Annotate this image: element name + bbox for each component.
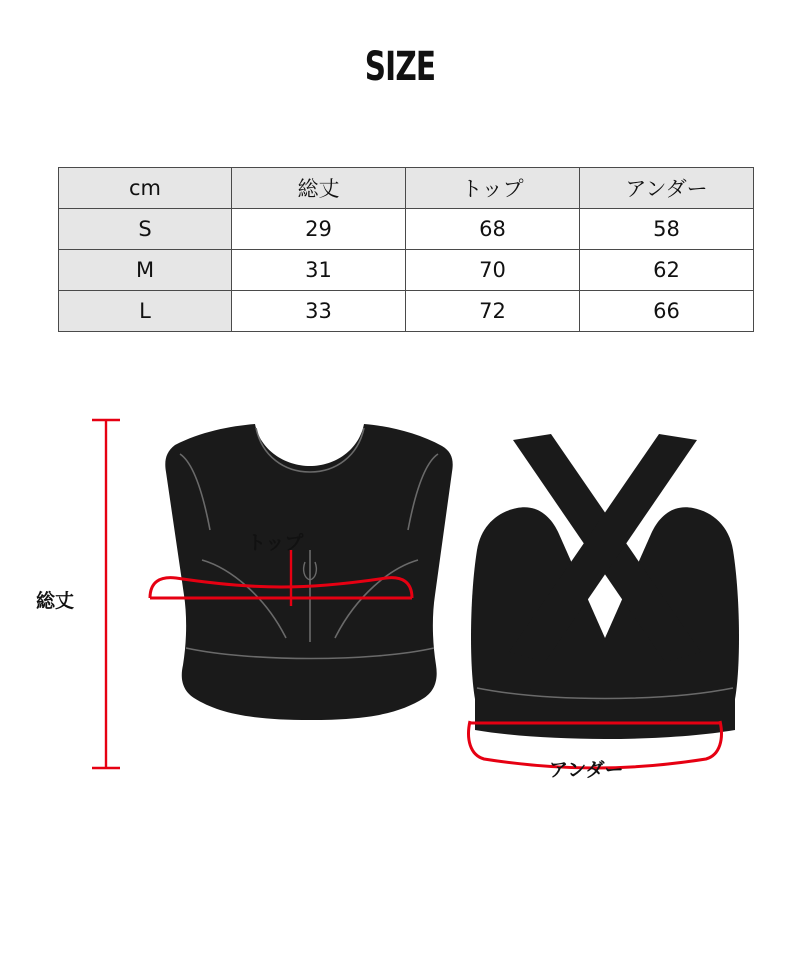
size-table <box>58 167 754 332</box>
length-measure-line <box>86 414 126 774</box>
top-measure-line <box>136 568 426 618</box>
measurement-diagram <box>0 400 800 860</box>
table-header-cell-length: 総丈 <box>232 168 406 209</box>
sports-bra-front-illustration <box>80 410 500 830</box>
row-cell-under: 62 <box>580 250 754 291</box>
row-cell-length: 29 <box>232 209 406 250</box>
table-row <box>59 291 754 332</box>
row-cell-top: 70 <box>406 250 580 291</box>
table-row <box>59 250 754 291</box>
row-size-label: M <box>59 250 232 291</box>
table-header-cell-top: トップ <box>406 168 580 209</box>
row-cell-under: 66 <box>580 291 754 332</box>
row-cell-length: 31 <box>232 250 406 291</box>
row-cell-under: 58 <box>580 209 754 250</box>
label-under: アンダー <box>549 759 624 781</box>
table-header-cell-under: アンダー <box>580 168 754 209</box>
row-cell-top: 68 <box>406 209 580 250</box>
table-row <box>59 209 754 250</box>
row-cell-top: 72 <box>406 291 580 332</box>
table-header-row <box>59 168 754 209</box>
row-cell-length: 33 <box>232 291 406 332</box>
row-size-label: S <box>59 209 232 250</box>
label-top: トップ <box>247 532 304 554</box>
top-label-leader <box>286 550 296 610</box>
table-header-cell-unit: cm <box>59 168 232 209</box>
page-title: SIZE <box>364 44 436 90</box>
row-size-label: L <box>59 291 232 332</box>
label-total-length: 総丈 <box>36 590 75 612</box>
